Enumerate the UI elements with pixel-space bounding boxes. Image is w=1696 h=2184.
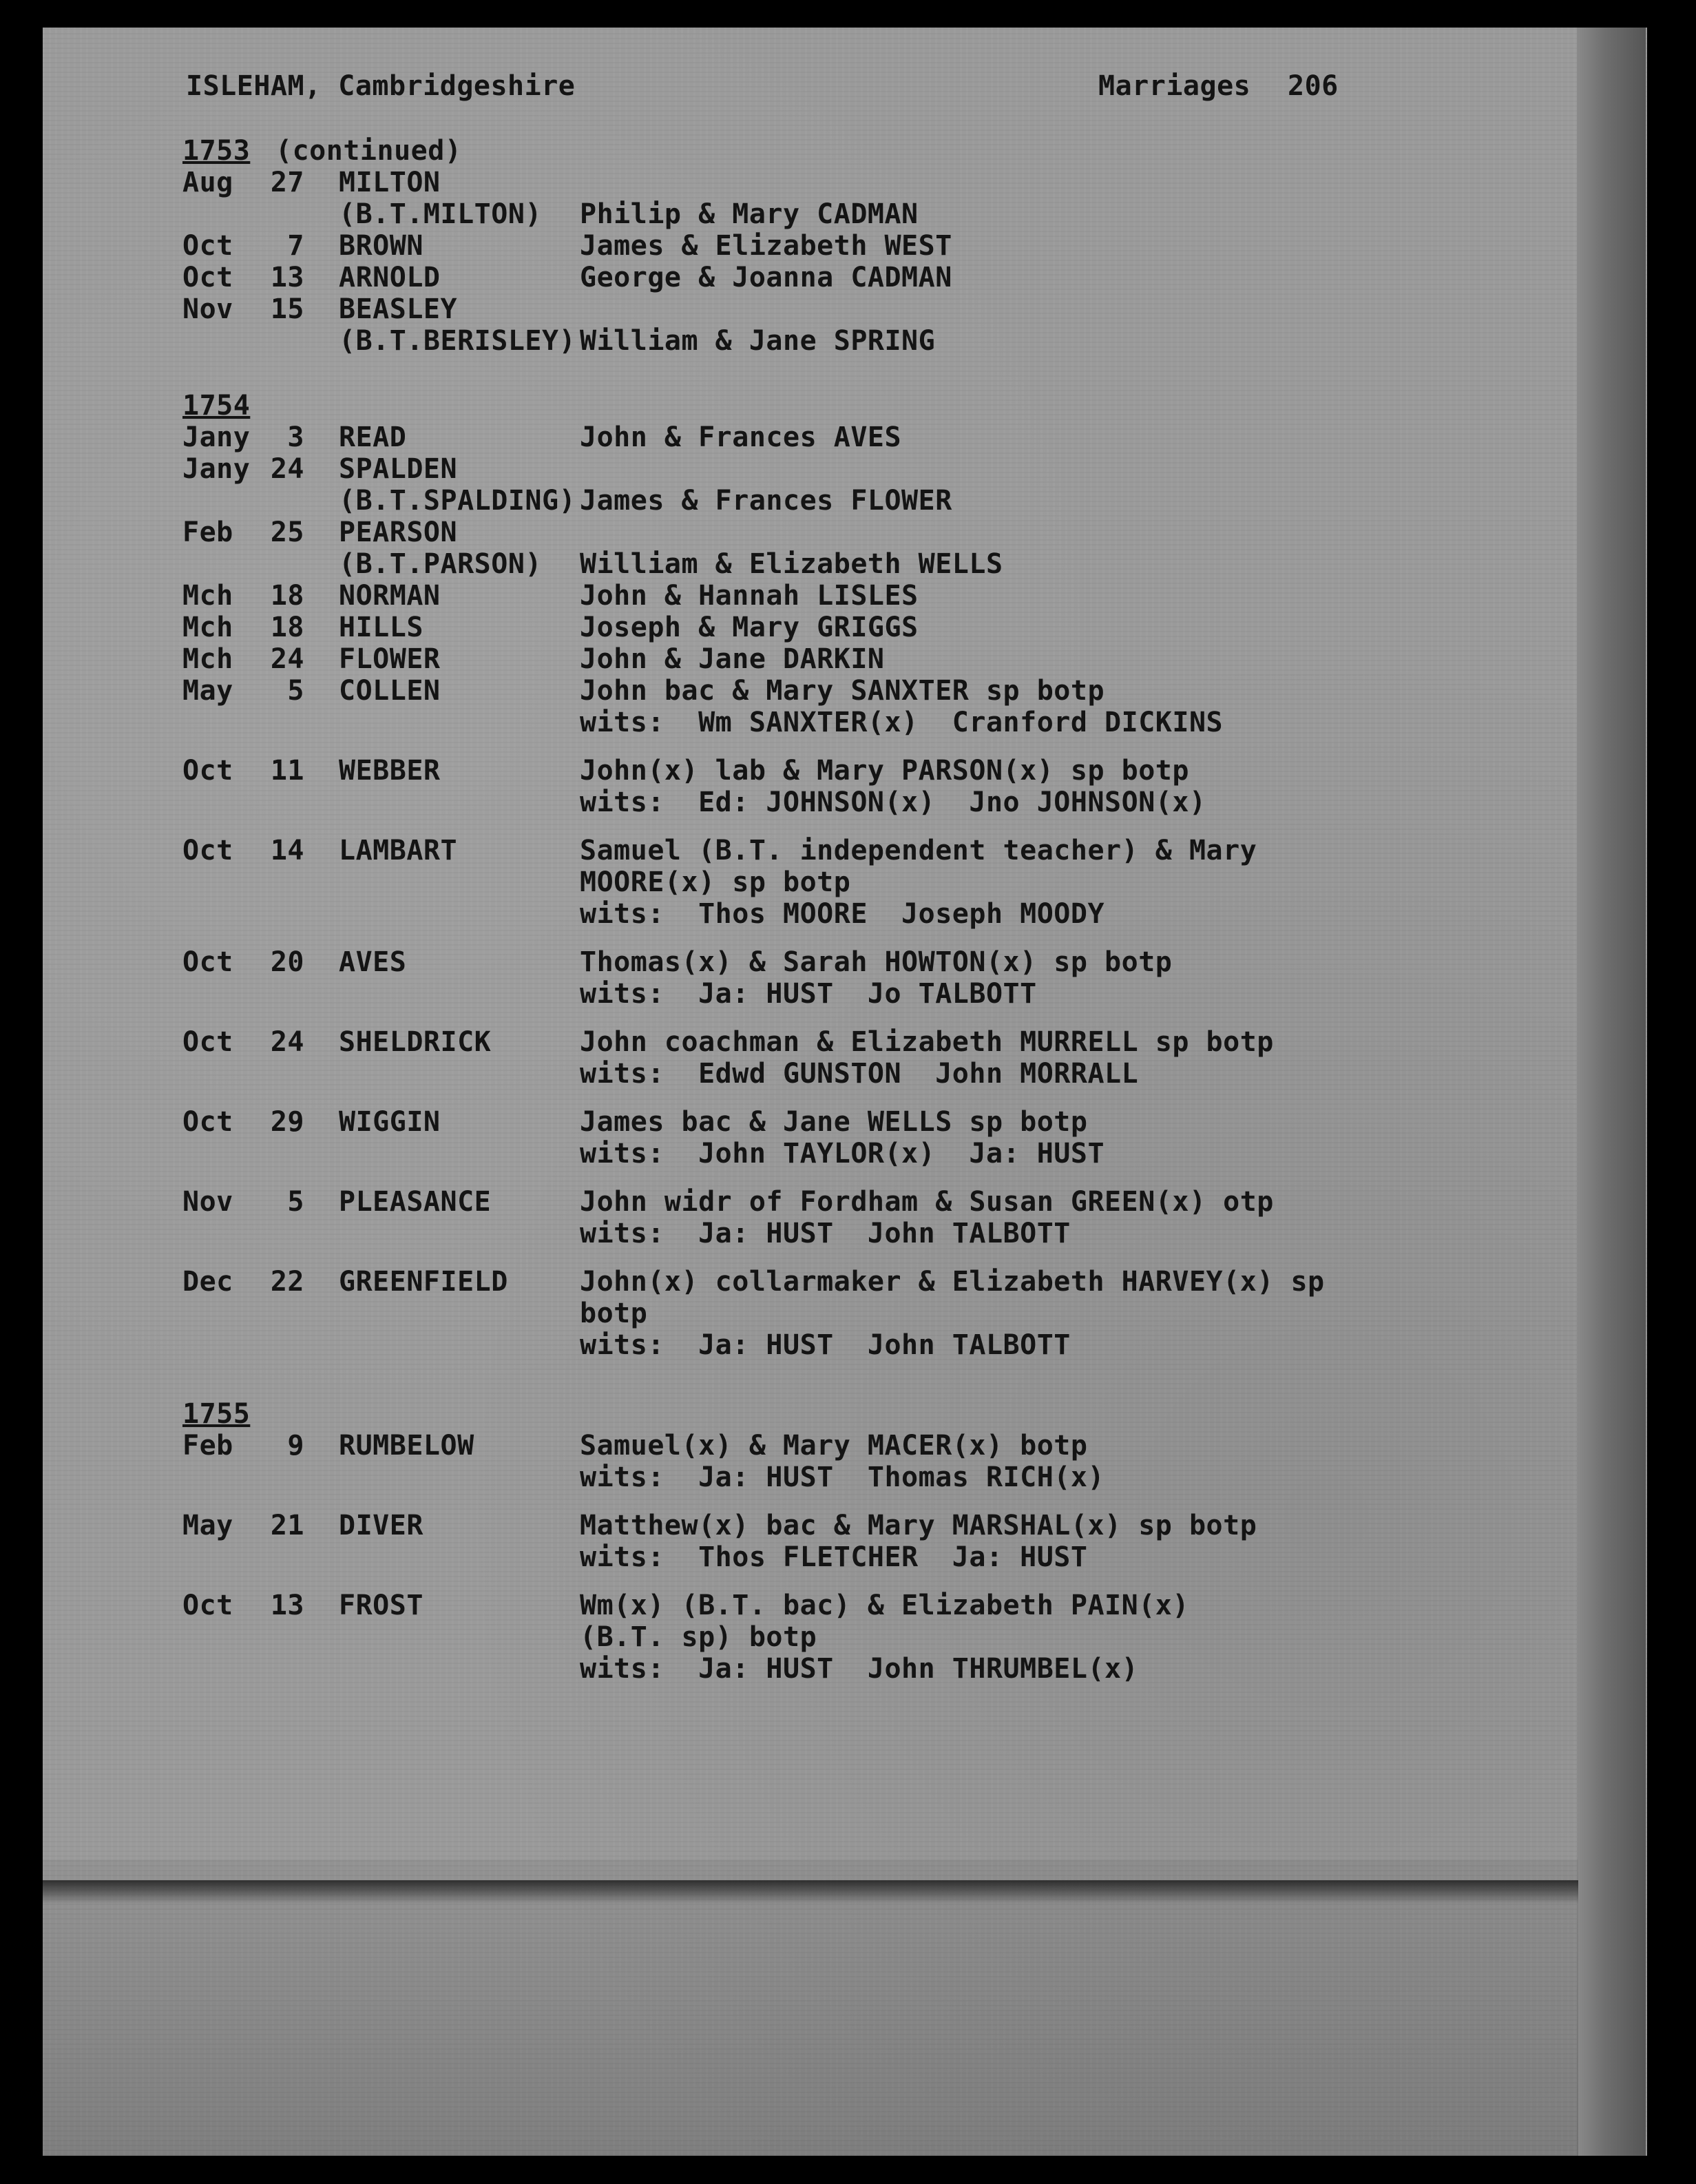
entry-surname: SPALDEN <box>339 453 458 485</box>
entry-month: Jany <box>182 453 251 485</box>
entry-day: 24 <box>270 1026 304 1058</box>
entry-parties: William & Elizabeth WELLS <box>580 548 1003 580</box>
entry-month: May <box>182 1510 233 1541</box>
entry-month: Oct <box>182 230 233 262</box>
entry-day: 18 <box>270 580 304 612</box>
entry-detail: wits: Ja: HUST Jo TALBOTT <box>580 978 1037 1010</box>
entry-surname: SHELDRICK <box>339 1026 492 1058</box>
entry-day: 7 <box>287 230 304 262</box>
entry-parties: Samuel (B.T. independent teacher) & Mary <box>580 835 1257 866</box>
entry-day: 20 <box>270 946 304 978</box>
entry-surname: COLLEN <box>339 675 441 707</box>
entry-surname: WEBBER <box>339 755 441 787</box>
entry-day: 25 <box>270 517 304 548</box>
entry-parties: Wm(x) (B.T. bac) & Elizabeth PAIN(x) <box>580 1590 1189 1621</box>
entry-day: 14 <box>270 835 304 866</box>
page-edge-shadow <box>1577 28 1646 2156</box>
entry-day: 9 <box>287 1430 304 1462</box>
year-heading: 1753 <box>182 135 251 167</box>
entry-month: Oct <box>182 1106 233 1138</box>
page-lower-shade <box>43 1860 1578 2156</box>
entry-surname: PLEASANCE <box>339 1186 492 1218</box>
entry-parties: John & Jane DARKIN <box>580 643 885 675</box>
entry-month: Oct <box>182 262 233 293</box>
entry-parties: Joseph & Mary GRIGGS <box>580 612 919 643</box>
entry-day: 5 <box>287 675 304 707</box>
entry-surname: NORMAN <box>339 580 441 612</box>
entry-month: Oct <box>182 755 233 787</box>
entry-day: 22 <box>270 1266 304 1298</box>
entry-day: 13 <box>270 1590 304 1621</box>
entry-day: 27 <box>270 167 304 198</box>
entry-detail: (B.T. sp) botp <box>580 1621 817 1653</box>
entry-month: Mch <box>182 612 233 643</box>
entry-month: Oct <box>182 835 233 866</box>
entry-parties: James bac & Jane WELLS sp botp <box>580 1106 1088 1138</box>
page-fold-band <box>43 1880 1578 1904</box>
entry-day: 13 <box>270 262 304 293</box>
entry-detail: wits: Edwd GUNSTON John MORRALL <box>580 1058 1139 1090</box>
entry-month: Oct <box>182 946 233 978</box>
entry-month: Feb <box>182 1430 233 1462</box>
entry-surname: GREENFIELD <box>339 1266 508 1298</box>
entry-surname: AVES <box>339 946 407 978</box>
entry-month: Mch <box>182 580 233 612</box>
entry-detail: wits: Wm SANXTER(x) Cranford DICKINS <box>580 707 1224 738</box>
entry-surname: FLOWER <box>339 643 441 675</box>
entry-bt-variant: (B.T.MILTON) <box>339 198 542 230</box>
entry-month: Jany <box>182 422 251 453</box>
entry-day: 11 <box>270 755 304 787</box>
entry-parties: Samuel(x) & Mary MACER(x) botp <box>580 1430 1088 1462</box>
entry-parties: John & Hannah LISLES <box>580 580 919 612</box>
entry-parties: Thomas(x) & Sarah HOWTON(x) sp botp <box>580 946 1173 978</box>
entry-parties: Matthew(x) bac & Mary MARSHAL(x) sp botp <box>580 1510 1257 1541</box>
entry-month: Oct <box>182 1590 233 1621</box>
entry-day: 29 <box>270 1106 304 1138</box>
entry-parties: George & Joanna CADMAN <box>580 262 952 293</box>
entry-surname: BROWN <box>339 230 423 262</box>
entry-surname: RUMBELOW <box>339 1430 474 1462</box>
entry-month: Dec <box>182 1266 233 1298</box>
year-heading: 1754 <box>182 390 251 422</box>
entry-parties: James & Elizabeth WEST <box>580 230 952 262</box>
entry-surname: PEARSON <box>339 517 458 548</box>
entry-day: 21 <box>270 1510 304 1541</box>
entry-surname: FROST <box>339 1590 423 1621</box>
entry-day: 15 <box>270 293 304 325</box>
entry-surname: MILTON <box>339 167 441 198</box>
entry-surname: HILLS <box>339 612 423 643</box>
year-note: (continued) <box>275 135 462 167</box>
entry-detail: wits: Ja: HUST John THRUMBEL(x) <box>580 1653 1139 1685</box>
year-heading: 1755 <box>182 1398 251 1430</box>
entry-detail: botp <box>580 1298 648 1329</box>
entry-parties: William & Jane SPRING <box>580 325 936 357</box>
entry-parties: John bac & Mary SANXTER sp botp <box>580 675 1105 707</box>
entry-detail: wits: Thos FLETCHER Ja: HUST <box>580 1541 1088 1573</box>
entry-bt-variant: (B.T.SPALDING) <box>339 485 576 517</box>
entry-day: 5 <box>287 1186 304 1218</box>
entry-day: 24 <box>270 453 304 485</box>
entry-parties: John & Frances AVES <box>580 422 902 453</box>
entry-parties: John widr of Fordham & Susan GREEN(x) otp <box>580 1186 1274 1218</box>
entry-surname: READ <box>339 422 407 453</box>
entry-day: 3 <box>287 422 304 453</box>
entry-detail: MOORE(x) sp botp <box>580 866 851 898</box>
entry-month: Nov <box>182 1186 233 1218</box>
entry-day: 18 <box>270 612 304 643</box>
entry-parties: John coachman & Elizabeth MURRELL sp botp <box>580 1026 1274 1058</box>
entry-month: Aug <box>182 167 233 198</box>
entry-surname: LAMBART <box>339 835 458 866</box>
entry-parties: John(x) collarmaker & Elizabeth HARVEY(x) sp <box>580 1266 1325 1298</box>
entry-surname: WIGGIN <box>339 1106 441 1138</box>
entry-bt-variant: (B.T.BERISLEY) <box>339 325 576 357</box>
header-section: Marriages <box>1098 70 1251 102</box>
entry-detail: wits: Ja: HUST John TALBOTT <box>580 1218 1071 1249</box>
entry-month: Oct <box>182 1026 233 1058</box>
entry-bt-variant: (B.T.PARSON) <box>339 548 542 580</box>
entry-month: Nov <box>182 293 233 325</box>
entry-surname: DIVER <box>339 1510 423 1541</box>
header-page-number: 206 <box>1288 70 1339 102</box>
entry-month: May <box>182 675 233 707</box>
entry-surname: ARNOLD <box>339 262 441 293</box>
entry-day: 24 <box>270 643 304 675</box>
entry-detail: wits: John TAYLOR(x) Ja: HUST <box>580 1138 1105 1169</box>
entry-parties: James & Frances FLOWER <box>580 485 952 517</box>
entry-month: Mch <box>182 643 233 675</box>
entry-parties: Philip & Mary CADMAN <box>580 198 919 230</box>
entry-detail: wits: Ja: HUST Thomas RICH(x) <box>580 1462 1105 1493</box>
entry-detail: wits: Ed: JOHNSON(x) Jno JOHNSON(x) <box>580 787 1206 818</box>
header-place: ISLEHAM, Cambridgeshire <box>186 70 576 102</box>
entry-month: Feb <box>182 517 233 548</box>
entry-parties: John(x) lab & Mary PARSON(x) sp botp <box>580 755 1189 787</box>
entry-surname: BEASLEY <box>339 293 458 325</box>
entry-detail: wits: Ja: HUST John TALBOTT <box>580 1329 1071 1361</box>
entry-detail: wits: Thos MOORE Joseph MOODY <box>580 898 1105 930</box>
